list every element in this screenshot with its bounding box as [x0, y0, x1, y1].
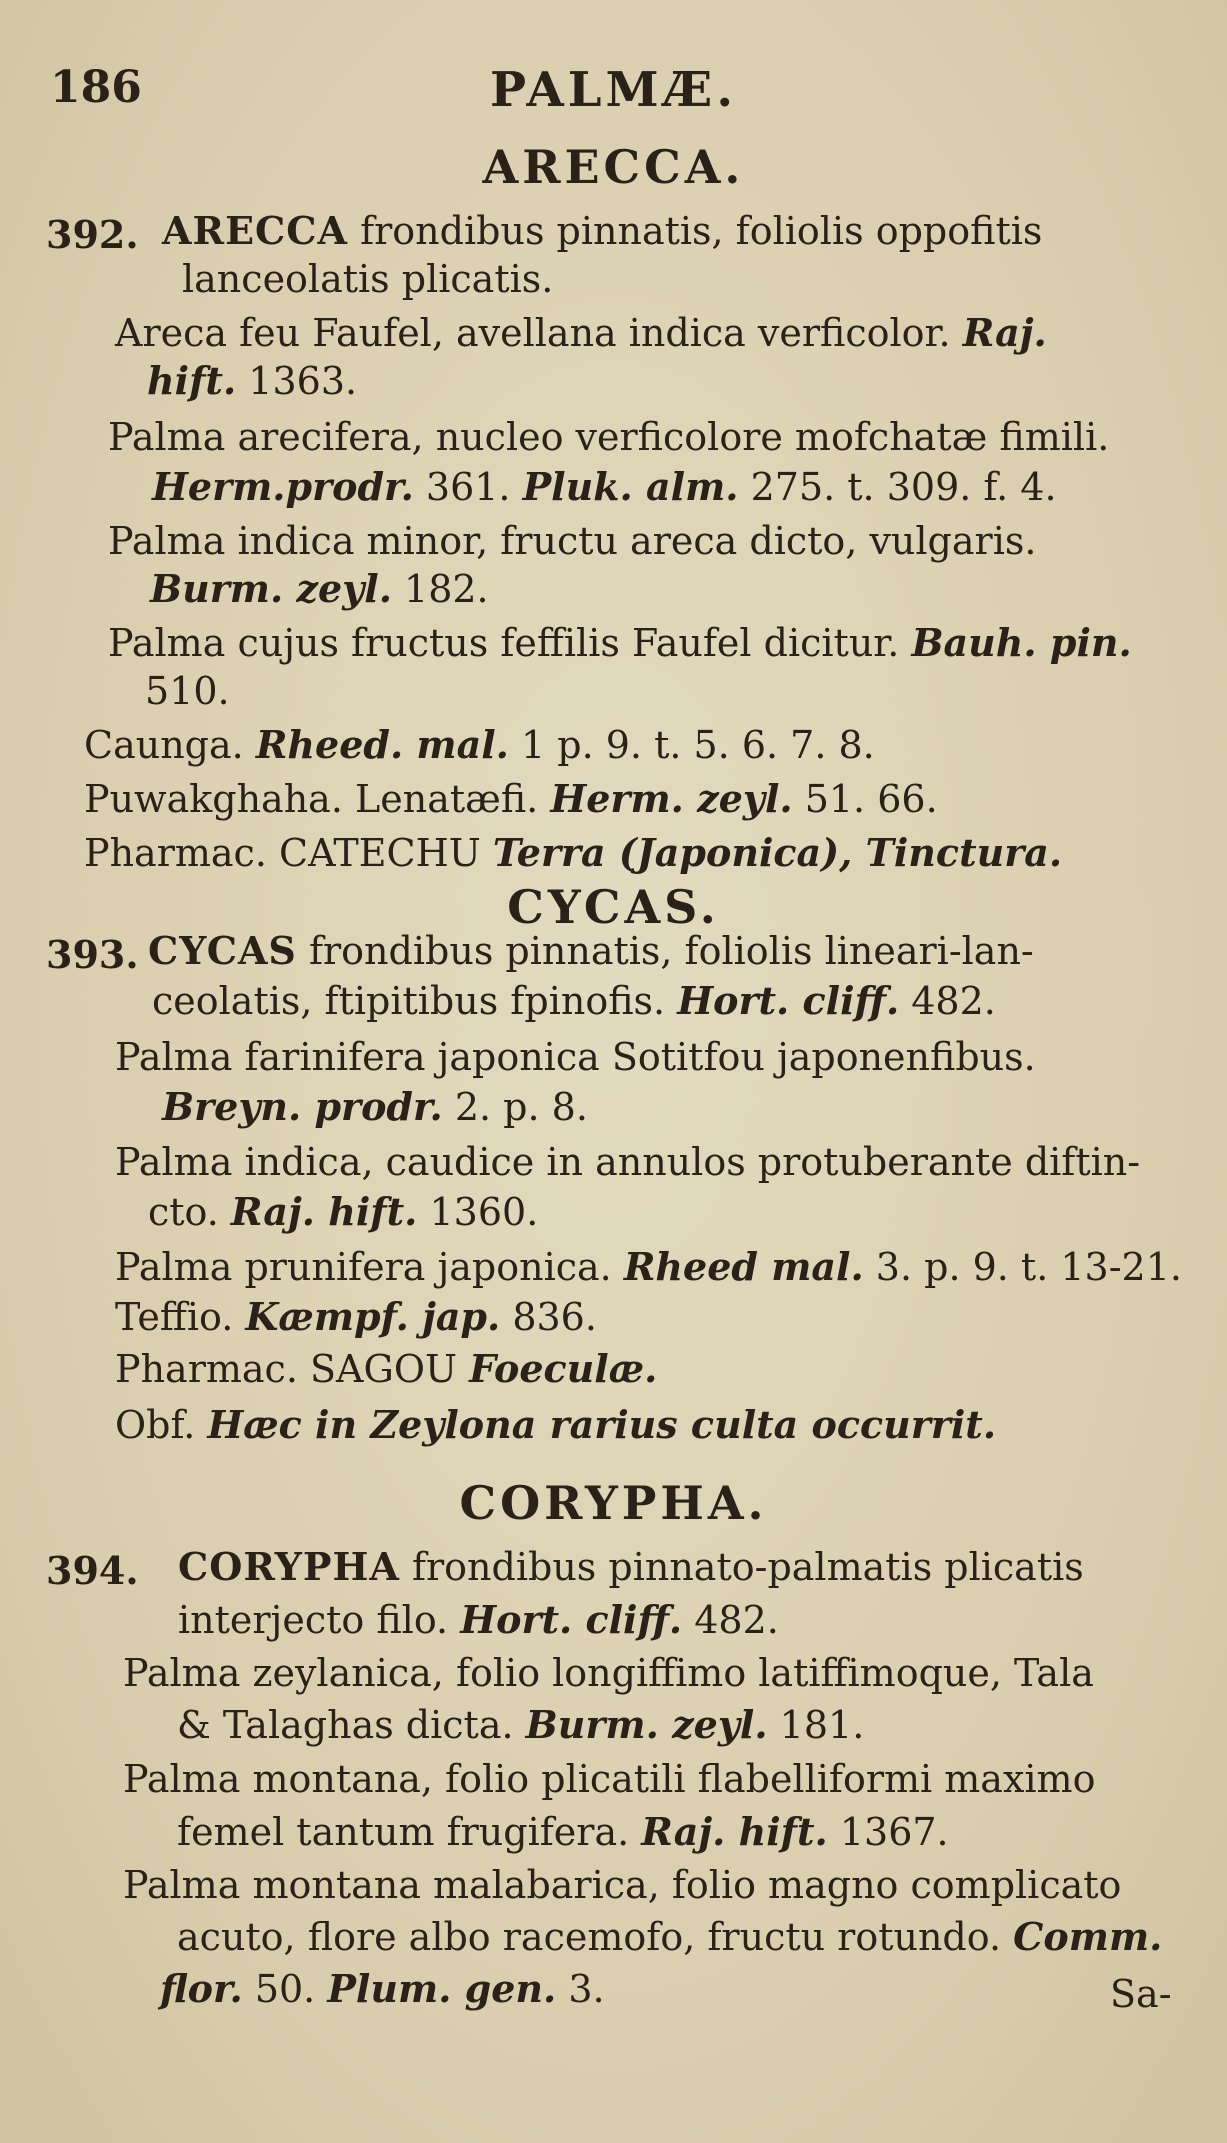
entry-number: 392.: [46, 212, 139, 257]
line-text: acuto, flore albo racemofo, fructu rotundo.: [177, 1915, 1014, 1959]
entry-number: 393.: [46, 932, 139, 977]
catchword: Sa-: [1110, 1972, 1172, 2016]
line-text: 51. 66.: [792, 777, 938, 821]
page-number: 186: [50, 62, 142, 113]
citation-text: Burm. zeyl.: [150, 566, 392, 611]
text-line: [162, 208, 1042, 254]
line-text: Palma zeylanica, folio longiffimo latiffimoque, Tala: [123, 1651, 1094, 1695]
citation-text: Burm. zeyl.: [525, 1702, 768, 1747]
citation-text: Hort. cliff.: [460, 1597, 683, 1642]
text-line: [150, 566, 489, 612]
text-line: [177, 1702, 864, 1748]
line-text: 482.: [899, 979, 996, 1023]
genus-name: CYCAS: [148, 928, 297, 973]
line-text: 1360.: [417, 1190, 539, 1234]
line-text: Palma indica minor, fructu areca dicto, vulgaris.: [108, 519, 1037, 563]
text-line: [152, 978, 996, 1024]
line-text: frondibus pinnatis, foliolis lineari-lan-: [296, 929, 1034, 973]
genus-name: CORYPHA: [178, 1544, 400, 1589]
citation-text: hift.: [147, 358, 237, 403]
text-line: [115, 1402, 996, 1448]
line-text: 50.: [242, 1967, 328, 2011]
citation-text: Raj.: [962, 310, 1047, 355]
genus-heading: CORYPHA.: [459, 1476, 768, 1530]
text-line: [177, 1914, 1162, 1960]
line-text: Areca feu Faufel, avellana indica verficolor.: [115, 311, 963, 355]
text-line: [115, 310, 1047, 356]
line-text: 1 p. 9. t. 5. 6. 7. 8.: [508, 723, 875, 767]
line-text: femel tantum frugifera.: [177, 1810, 642, 1854]
text-line: [162, 1084, 588, 1130]
line-text: Pharmac. CATECHU: [84, 831, 493, 875]
citation-text: Herm. zeyl.: [550, 776, 793, 821]
citation-text: Pluk. alm.: [522, 464, 739, 509]
citation-text: Plum. gen.: [327, 1966, 557, 2011]
text-line: [152, 464, 1057, 510]
text-line: [84, 776, 938, 822]
line-text: Palma farinifera japonica Sotitfou japonenfibus.: [115, 1035, 1036, 1079]
text-line: [178, 1597, 779, 1643]
line-text: Puwakghaha. Lenatæfi.: [84, 777, 551, 821]
citation-text: Breyn. prodr.: [162, 1084, 443, 1129]
line-text: & Talaghas dicta.: [177, 1703, 526, 1747]
citation-text: Rheed mal.: [623, 1244, 864, 1289]
line-text: Teffio.: [115, 1295, 246, 1339]
citation-text: flor.: [160, 1966, 243, 2011]
citation-text: Comm.: [1013, 1914, 1163, 1959]
line-text: 482.: [682, 1598, 779, 1642]
line-text: 510.: [145, 669, 230, 713]
text-line: [115, 1139, 1140, 1185]
line-text: 182.: [391, 567, 489, 611]
line-text: Palma montana malabarica, folio magno complicato: [123, 1863, 1122, 1907]
citation-text: Hort. cliff.: [677, 978, 900, 1023]
citation-text: Hæc in Zeylona rarius culta occurrit.: [207, 1402, 997, 1447]
text-line: [115, 1244, 1182, 1290]
text-line: [145, 668, 230, 714]
line-text: 275. t. 309. f. 4.: [738, 465, 1057, 509]
line-text: 361.: [413, 465, 523, 509]
line-text: Palma prunifera japonica.: [115, 1245, 624, 1289]
line-text: 2. p. 8.: [442, 1085, 588, 1129]
line-text: 181.: [767, 1703, 865, 1747]
line-text: 3.: [556, 1967, 605, 2011]
line-text: 836.: [500, 1295, 597, 1339]
text-line: [177, 1809, 949, 1855]
text-line: [160, 1966, 605, 2012]
line-text: Palma cujus fructus feffilis Faufel dicitur.: [108, 621, 912, 665]
text-line: [123, 1862, 1121, 1908]
line-text: lanceolatis plicatis.: [182, 257, 554, 301]
text-line: [147, 358, 357, 404]
text-line: [108, 518, 1036, 564]
citation-text: Raj. hift.: [230, 1189, 418, 1234]
text-line: [115, 1294, 597, 1340]
genus-name: ARECCA: [162, 208, 348, 253]
line-text: frondibus pinnato-palmatis plicatis: [399, 1545, 1084, 1589]
line-text: Pharmac. SAGOU: [115, 1347, 470, 1391]
text-line: [84, 722, 875, 768]
text-line: [182, 256, 553, 302]
genus-heading: ARECCA.: [482, 140, 745, 194]
text-line: [178, 1544, 1084, 1590]
text-line: [123, 1650, 1094, 1696]
text-line: [148, 1189, 538, 1235]
line-text: Palma montana, folio plicatili flabelliformi maximo: [123, 1757, 1096, 1801]
line-text: 1367.: [827, 1810, 949, 1854]
page-header: [0, 62, 1227, 122]
running-head: PALMÆ.: [489, 62, 738, 118]
citation-text: Herm.prodr.: [152, 464, 414, 509]
genus-heading: CYCAS.: [507, 880, 720, 934]
text-line: [108, 620, 1132, 666]
entry-number: 394.: [46, 1548, 139, 1593]
line-text: cto.: [148, 1190, 231, 1234]
text-line: [123, 1756, 1095, 1802]
line-text: Caunga.: [84, 723, 256, 767]
text-line: [115, 1034, 1036, 1080]
citation-text: Terra (Japonica), Tinctura.: [492, 830, 1063, 875]
text-line: [115, 1346, 657, 1392]
text-line: [84, 830, 1062, 876]
line-text: ceolatis, ftipitibus fpinofis.: [152, 979, 678, 1023]
line-text: frondibus pinnatis, foliolis oppofitis: [348, 209, 1043, 253]
citation-text: Kæmpf. jap.: [245, 1294, 501, 1339]
line-text: Palma indica, caudice in annulos protuberante diftin-: [115, 1140, 1141, 1184]
line-text: 1363.: [236, 359, 358, 403]
citation-text: Foeculæ.: [469, 1346, 658, 1391]
line-text: 3. p. 9. t. 13-21.: [863, 1245, 1182, 1289]
text-line: [108, 414, 1109, 460]
line-text: Obf.: [115, 1403, 208, 1447]
line-text: Palma arecifera, nucleo verficolore mofchatæ fimili.: [108, 415, 1110, 459]
citation-text: Bauh. pin.: [911, 620, 1132, 665]
text-line: [148, 928, 1034, 974]
line-text: interjecto filo.: [178, 1598, 461, 1642]
citation-text: Rheed. mal.: [255, 722, 509, 767]
citation-text: Raj. hift.: [641, 1809, 828, 1854]
